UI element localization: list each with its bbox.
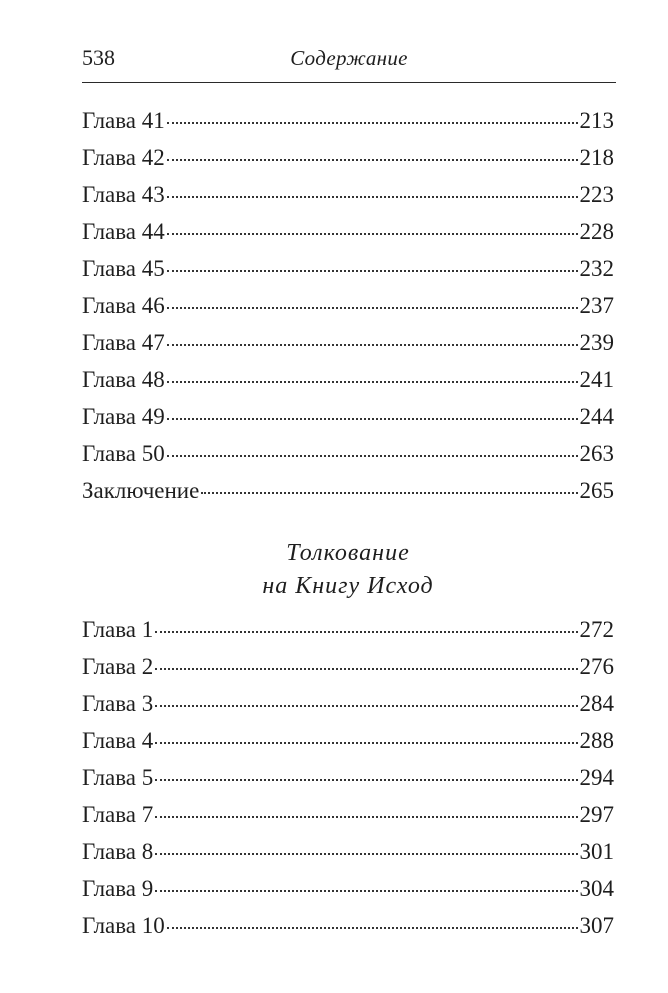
entry-title: Глава 50 <box>82 441 165 466</box>
entry-page-number: 304 <box>579 876 614 901</box>
dot-leader <box>155 668 577 670</box>
entry-page-number: 218 <box>579 145 614 170</box>
dot-leader <box>167 270 578 272</box>
entry-title: Заключение <box>82 478 200 503</box>
entry-title: Глава 5 <box>82 765 154 790</box>
section-heading-line2: на Книгу Исход <box>262 573 434 599</box>
toc-entry <box>82 213 614 250</box>
entry-title: Глава 41 <box>82 108 165 133</box>
toc-entry <box>82 102 614 139</box>
entry-title: Глава 8 <box>82 839 154 864</box>
dot-leader <box>201 492 577 494</box>
entry-page-number: 284 <box>579 691 614 716</box>
running-head <box>82 43 616 73</box>
toc-entry <box>82 796 614 833</box>
entry-page-number: 239 <box>579 330 614 355</box>
page-number: 538 <box>82 45 115 70</box>
toc-entry <box>82 870 614 907</box>
toc-entry <box>82 324 614 361</box>
dot-leader <box>167 307 578 309</box>
entry-title: Глава 9 <box>82 876 154 901</box>
section-heading <box>82 537 614 603</box>
dot-leader <box>155 890 577 892</box>
dot-leader <box>155 742 577 744</box>
toc-entry <box>82 472 614 509</box>
entry-title: Глава 42 <box>82 145 165 170</box>
entry-page-number: 265 <box>579 478 614 503</box>
toc-entry <box>82 833 614 870</box>
toc-entry <box>82 176 614 213</box>
toc-entry <box>82 907 614 944</box>
toc-entry <box>82 648 614 685</box>
dot-leader <box>155 816 577 818</box>
entry-page-number: 307 <box>579 913 614 938</box>
entry-page-number: 301 <box>579 839 614 864</box>
header-rule <box>82 82 616 83</box>
entry-title: Глава 7 <box>82 802 154 827</box>
entry-title: Глава 10 <box>82 913 165 938</box>
entry-title: Глава 43 <box>82 182 165 207</box>
dot-leader <box>155 705 577 707</box>
entry-page-number: 297 <box>579 802 614 827</box>
toc-entry <box>82 398 614 435</box>
toc-entry <box>82 759 614 796</box>
dot-leader <box>167 455 578 457</box>
dot-leader <box>167 233 578 235</box>
entry-page-number: 294 <box>579 765 614 790</box>
dot-leader <box>155 853 577 855</box>
dot-leader <box>167 122 578 124</box>
entry-page-number: 232 <box>579 256 614 281</box>
section-heading-line1: Толкование <box>286 540 410 566</box>
toc-entry <box>82 361 614 398</box>
entry-page-number: 272 <box>579 617 614 642</box>
toc-entry <box>82 611 614 648</box>
toc-list-part2 <box>82 611 614 944</box>
dot-leader <box>155 631 577 633</box>
entry-page-number: 276 <box>579 654 614 679</box>
toc-entry <box>82 435 614 472</box>
entry-page-number: 213 <box>579 108 614 133</box>
entry-page-number: 228 <box>579 219 614 244</box>
entry-title: Глава 44 <box>82 219 165 244</box>
dot-leader <box>167 196 578 198</box>
entry-page-number: 241 <box>579 367 614 392</box>
entry-title: Глава 49 <box>82 404 165 429</box>
toc-entry <box>82 139 614 176</box>
entry-title: Глава 3 <box>82 691 154 716</box>
entry-title: Глава 1 <box>82 617 154 642</box>
entry-title: Глава 48 <box>82 367 165 392</box>
entry-title: Глава 45 <box>82 256 165 281</box>
entry-title: Глава 4 <box>82 728 154 753</box>
dot-leader <box>167 159 578 161</box>
entry-page-number: 237 <box>579 293 614 318</box>
entry-page-number: 288 <box>579 728 614 753</box>
dot-leader <box>167 344 578 346</box>
dot-leader <box>167 927 578 929</box>
toc-entry <box>82 250 614 287</box>
toc-list-part1 <box>82 102 614 509</box>
entry-title: Глава 2 <box>82 654 154 679</box>
entry-page-number: 223 <box>579 182 614 207</box>
entry-page-number: 263 <box>579 441 614 466</box>
toc-entry <box>82 287 614 324</box>
dot-leader <box>155 779 577 781</box>
running-title: Содержание <box>290 46 408 70</box>
entry-title: Глава 47 <box>82 330 165 355</box>
toc-entry <box>82 722 614 759</box>
entry-title: Глава 46 <box>82 293 165 318</box>
toc-entry <box>82 685 614 722</box>
dot-leader <box>167 381 578 383</box>
dot-leader <box>167 418 578 420</box>
entry-page-number: 244 <box>579 404 614 429</box>
